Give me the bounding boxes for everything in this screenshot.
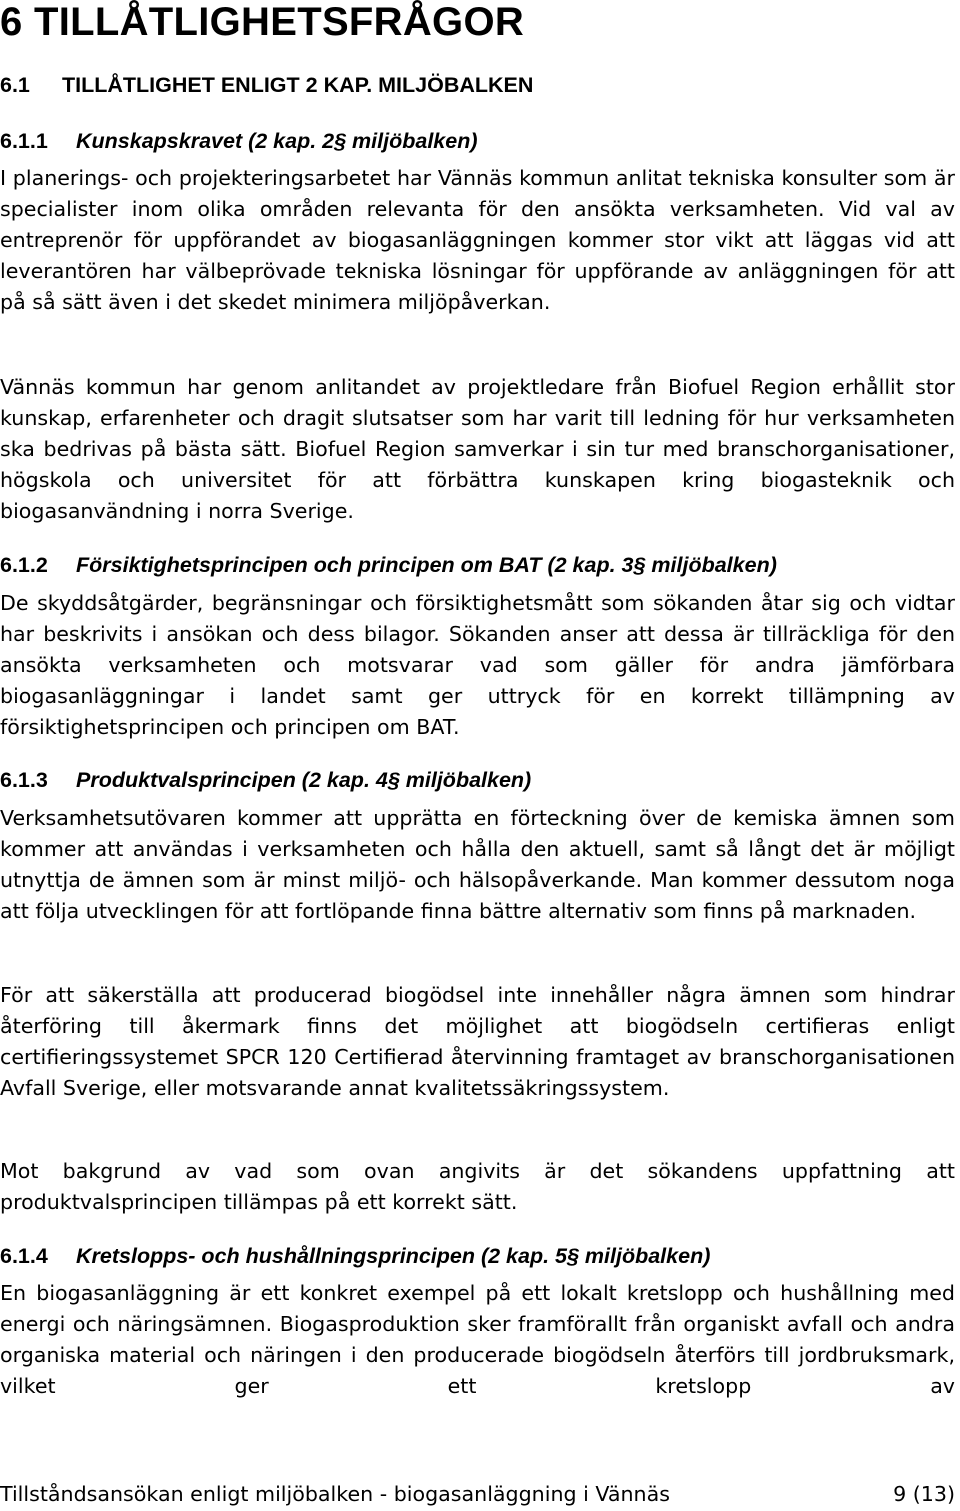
subsection-heading: [0, 552, 777, 578]
chapter-heading: 6 TILLÅTLIGHETSFRÅGOR: [0, 0, 525, 44]
paragraph: Verksamhetsutövaren kommer att upprätta en förteckning över de kemiska ämnen som kommer att användas i verksamheten och hålla den aktuell, samt så långt det är möjligt utnyttja de ämnen som är minst miljö- och hälsopåverkande. Man kommer dessutom noga att följa utvecklingen för att fortlöpande finna bättre alternativ som finns på marknaden.: [0, 806, 955, 923]
subsection-heading: [0, 1243, 710, 1269]
paragraph: I planerings- och projekteringsarbetet har Vännäs kommun anlitat tekniska konsulter som är specialister inom olika områden relevanta för den ansökta verksamheten. Vid val av entreprenör för uppförandet av biogasanläggningen kommer stor vikt att läggas vid att leverantören har välbeprövade tekniska lösningar för uppförande av anläggningen för att på så sätt även i det skedet minimera miljöpåverkan.: [0, 166, 955, 314]
section-title: TILLÅTLIGHET ENLIGT 2 KAP. MILJÖBALKEN: [62, 73, 534, 97]
subsection-title: Försiktighetsprincipen och principen om BAT (2 kap. 3§ miljöbalken): [76, 553, 777, 577]
footer-page-number: 9 (13): [893, 1482, 955, 1506]
paragraph: En biogasanläggning är ett konkret exempel på ett lokalt kretslopp och hushållning med energi och näringsämnen. Biogasproduktion sker framförallt från organiskt avfall och andra organiska material och näringen i den producerade biogödseln återförs till jordbruksmark, vilket ger ett kretslopp av: [0, 1281, 955, 1398]
footer-document-title: Tillståndsansökan enligt miljöbalken - biogasanläggning i Vännäs: [0, 1482, 670, 1506]
subsection-title: Kunskapskravet (2 kap. 2§ miljöbalken): [76, 129, 478, 153]
subsection-heading: [0, 767, 531, 793]
subsection-title: Produktvalsprincipen (2 kap. 4§ miljöbalken): [76, 768, 532, 792]
paragraph: Vännäs kommun har genom anlitandet av projektledare från Biofuel Region erhållit stor kunskap, erfarenheter och dragit slutsatser som har varit till ledning för hur verksamheten ska bedrivas på bästa sätt. Biofuel Region samverkar i sin tur med branschorganisationer, högskola och universitet för att förbättra kunskapen kring biogasteknik och biogasanvändning i norra Sverige.: [0, 375, 955, 523]
section-heading: [0, 72, 533, 98]
paragraph: För att säkerställa att producerad biogödsel inte innehåller några ämnen som hindrar återföring till åkermark finns det möjlighet att biogödseln certifieras enligt certifieringssystemet SPCR 120 Certifierad återvinning framtaget av branschorganisationen Avfall Sverige, eller motsvarande annat kvalitetssäkringssystem.: [0, 983, 955, 1100]
paragraph: De skyddsåtgärder, begränsningar och försiktighetsmått som sökanden åtar sig och vidtar har beskrivits i ansökan och dess bilagor. Sökanden anser att dessa är tillräckliga för den ansökta verksamheten och motsvarar vad som gäller för andra jämförbara biogasanläggningar i landet samt ger uttryck för en korrekt tillämpning av försiktighetsprincipen och principen om BAT.: [0, 591, 955, 739]
subsection-number: 6.1.4: [0, 1244, 48, 1268]
section-number: 6.1: [0, 73, 30, 97]
paragraph: Mot bakgrund av vad som ovan angivits är det sökandens uppfattning att produktvalsprincipen tillämpas på ett korrekt sätt.: [0, 1159, 955, 1214]
subsection-title: Kretslopps- och hushållningsprincipen (2 kap. 5§ miljöbalken): [76, 1244, 711, 1268]
subsection-number: 6.1.2: [0, 553, 48, 577]
subsection-heading: [0, 128, 478, 154]
subsection-number: 6.1.1: [0, 129, 48, 153]
subsection-number: 6.1.3: [0, 768, 48, 792]
